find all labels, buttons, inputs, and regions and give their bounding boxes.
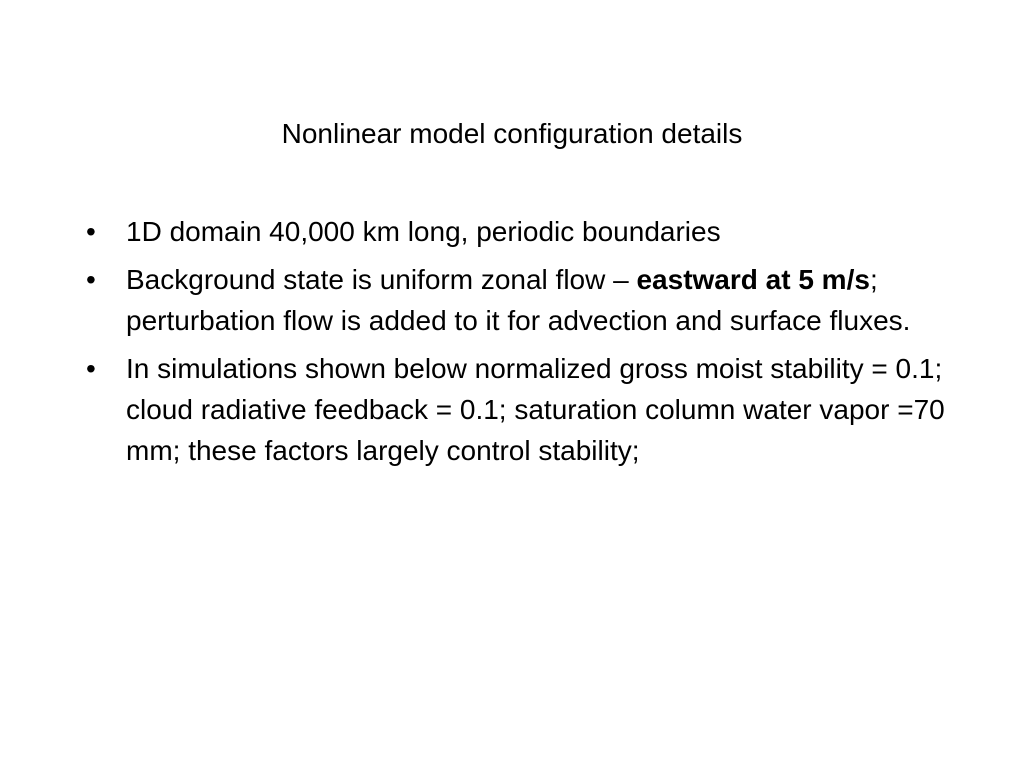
bullet-glyph: • (86, 216, 96, 247)
bullet-text: 1D domain 40,000 km long, periodic boundaries (126, 216, 721, 247)
slide-title: Nonlinear model configuration details (281, 118, 743, 149)
bullet-text-lead: Background state is uniform zonal flow – (126, 264, 637, 295)
bullet-item-background-state (86, 259, 946, 341)
bullet-item-simulations (86, 348, 946, 471)
bullet-glyph: • (86, 353, 96, 384)
bullet-item-domain (86, 211, 946, 252)
bullet-text-emphasis: eastward at 5 m/s (636, 264, 870, 295)
bullet-text-tail: ; perturbation flow is added to it for advection and surface fluxes. (126, 264, 911, 336)
bullet-glyph: • (86, 264, 96, 295)
bullet-list (86, 211, 946, 478)
bullet-text: In simulations shown below normalized gross moist stability = 0.1; cloud radiative feedback = 0.1; saturation column water vapor =70 mm; these factors largely control stability; (126, 353, 945, 466)
